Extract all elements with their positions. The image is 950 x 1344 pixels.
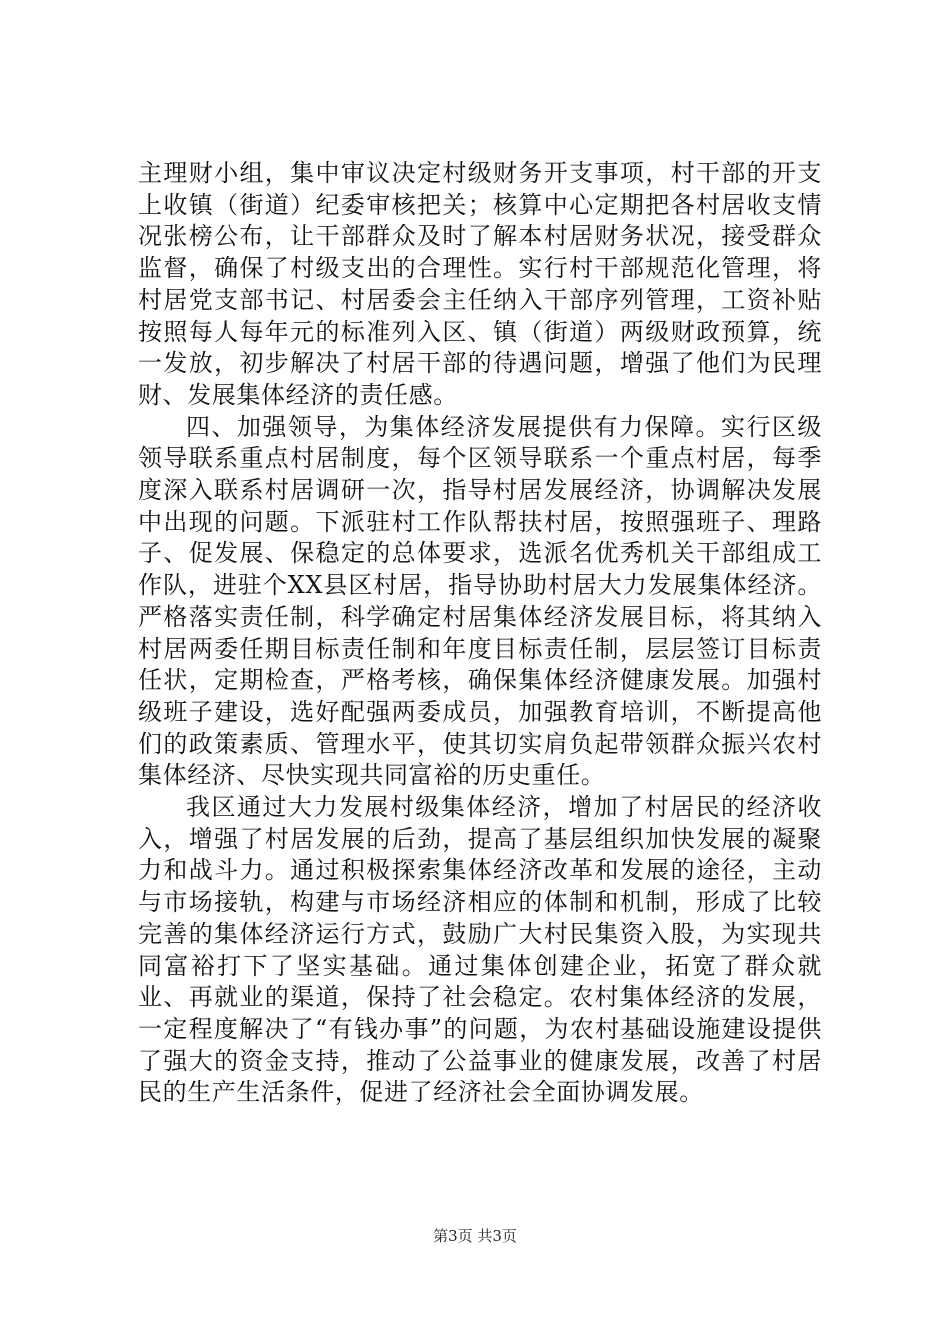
document-body — [138, 158, 822, 1109]
paragraph-conclusion: 我区通过大力发展村级集体经济，增加了村居民的经济收入，增强了村居发展的后劲，提高了基层组织加快发展的凝聚力和战斗力。通过积极探索集体经济改革和发展的途径，主动与市场接轨，构建与市场经济相应的体制和机制，形成了比较完善的集体经济运行方式，鼓励广大村民集资入股，为实现共同富裕打下了坚实基础。通过集体创建企业，拓宽了群众就业、再就业的渠道，保持了社会稳定。农村集体经济的发展，一定程度解决了“有钱办事”的问题，为农村基础设施建设提供了强大的资金支持，推动了公益事业的健康发展，改善了村居民的生产生活条件，促进了经济社会全面协调发展。 — [138, 793, 822, 1107]
page-number-footer: 第3页 共3页 — [433, 1227, 517, 1245]
paragraph-continued: 主理财小组，集中审议决定村级财务开支事项，村干部的开支上收镇（街道）纪委审核把关；核算中心定期把各村居收支情况张榜公布，让干部群众及时了解本村居财务状况，接受群众监督，确保了村级支出的合理性。实行村干部规范化管理，将村居党支部书记、村居委会主任纳入干部序列管理，工资补贴按照每人每年元的标准列入区、镇（街道）两级财政预算，统一发放，初步解决了村居干部的待遇问题，增强了他们为民理财、发展集体经济的责任感。 — [138, 159, 822, 409]
paragraph-section-four: 四、加强领导，为集体经济发展提供有力保障。实行区级领导联系重点村居制度，每个区领导联系一个重点村居，每季度深入联系村居调研一次，指导村居发展经济，协调解决发展中出现的问题。下派驻村工作队帮扶村居，按照强班子、理路子、促发展、保稳定的总体要求，选派名优秀机关干部组成工作队，进驻个XX县区村居，指导协助村居大力发展集体经济。严格落实责任制，科学确定村居集体经济发展目标，将其纳入村居两委任期目标责任制和年度目标责任制，层层签订目标责任状，定期检查，严格考核，确保集体经济健康发展。加强村级班子建设，选好配强两委成员，加强教育培训，不断提高他们的政策素质、管理水平，使其切实肩负起带领群众振兴农村集体经济、尽快实现共同富裕的历史重任。 — [138, 412, 822, 790]
